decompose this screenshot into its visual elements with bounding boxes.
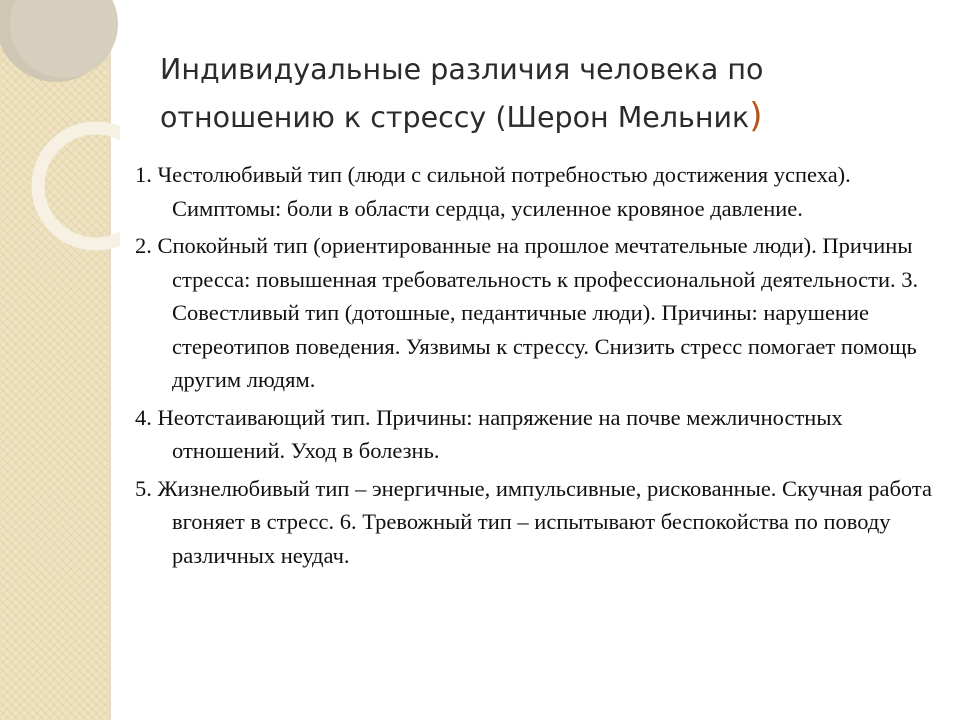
decorative-ring [38, 128, 120, 244]
slide-body [135, 158, 935, 576]
slide-title-accent-paren: ) [749, 96, 763, 136]
paragraph-type-2-3: 2. Спокойный тип (ориентированные на прошлое мечтательные люди). Причины стресса: повышенная требовательность к профессиональной деятельности. 3. Совестливый тип (дотошные, педантичные люди). Причины: нарушение стереотипов поведения. Уязвимы к стрессу. Снизить стресс помогает помощь другим людям. [135, 233, 919, 392]
paragraph-type-4: 4. Неотстаивающий тип. Причины: напряжение на почве межличностных отношений. Уход в болезнь. [135, 404, 843, 463]
slide-title-text: Индивидуальные различия человека по отношению к стрессу (Шерон Мельник [160, 53, 764, 134]
paragraph-type-1: 1. Честолюбивый тип (люди с сильной потребностью достижения успеха). Симптомы: боли в области сердца, усиленное кровяное давление. [135, 162, 851, 221]
decorative-circles [0, 0, 120, 300]
slide-title [160, 46, 920, 141]
paragraph-type-5-6: 5. Жизнелюбивый тип – энергичные, импульсивные, рискованные. Скучная работа вгоняет в стресс. 6. Тревожный тип – испытывают беспокойства по поводу различных неудач. [135, 475, 932, 568]
